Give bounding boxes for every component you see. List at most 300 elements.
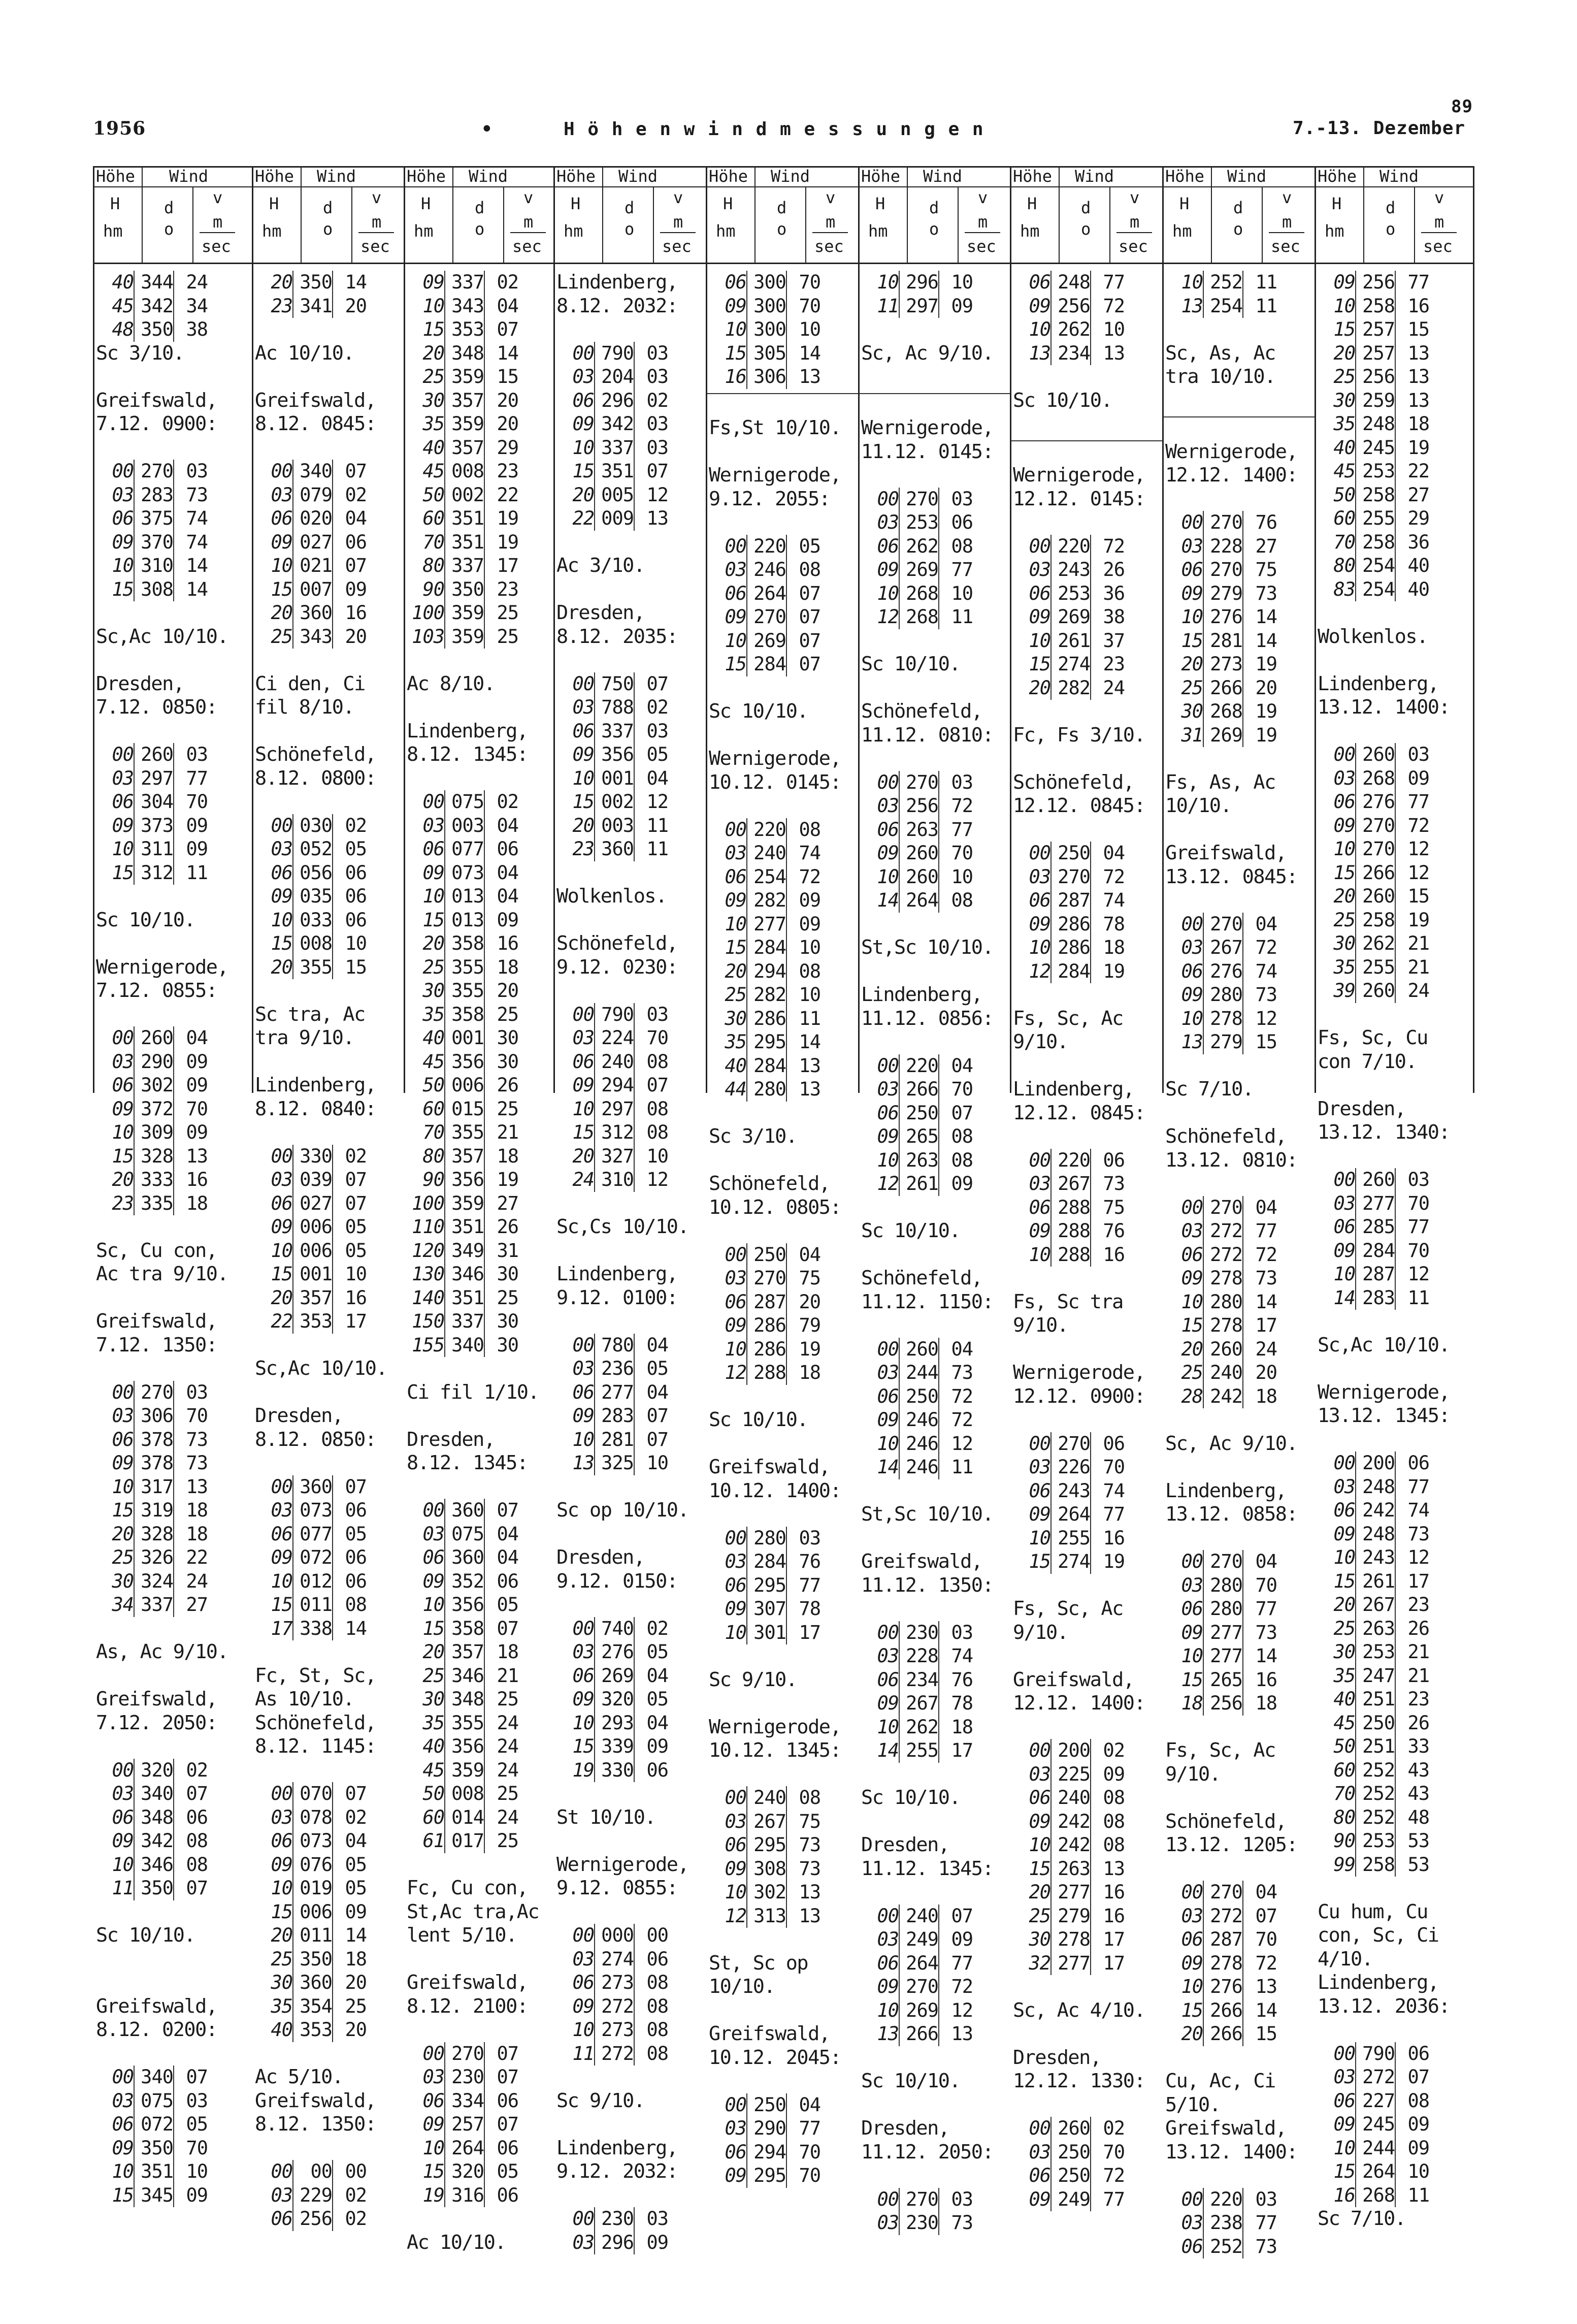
speed-value: 04 bbox=[938, 1054, 973, 1078]
height-value: 09 bbox=[877, 1692, 899, 1714]
height-value: 06 bbox=[877, 1952, 899, 1974]
speed-value: 19 bbox=[1090, 960, 1125, 984]
blank-line bbox=[858, 2164, 1010, 2188]
wind-row bbox=[404, 460, 553, 483]
direction-value: 283 bbox=[134, 483, 173, 507]
wind-row bbox=[252, 814, 404, 838]
height-value: 50 bbox=[422, 483, 444, 506]
header-hoehe: Höhe bbox=[1318, 167, 1357, 186]
wind-row bbox=[93, 1451, 252, 1475]
height-value: 13 bbox=[1181, 1031, 1203, 1053]
direction-value: 355 bbox=[292, 956, 332, 980]
station-text: Lindenberg, bbox=[556, 1263, 678, 1285]
wind-row bbox=[553, 814, 706, 838]
height-value: 10 bbox=[1181, 606, 1203, 628]
direction-value: 267 bbox=[1050, 1172, 1090, 1196]
wind-row bbox=[1162, 1644, 1315, 1668]
speed-value: 08 bbox=[938, 1125, 973, 1149]
wind-row bbox=[404, 1050, 553, 1074]
direction-value: 327 bbox=[594, 1145, 634, 1169]
direction-value: 270 bbox=[899, 1975, 938, 1999]
wind-row bbox=[1315, 295, 1473, 318]
direction-value: 021 bbox=[292, 554, 332, 578]
speed-value: 25 bbox=[484, 1003, 518, 1027]
speed-value: 48 bbox=[1395, 1806, 1429, 1830]
direction-value: 357 bbox=[444, 436, 484, 460]
direction-value: 258 bbox=[1355, 483, 1395, 507]
blank-line bbox=[93, 1215, 252, 1239]
blank-line bbox=[553, 2113, 706, 2137]
direction-value: 250 bbox=[1050, 842, 1090, 865]
station-text: tra 10/10. bbox=[1165, 365, 1275, 388]
height-value: 12 bbox=[725, 1905, 746, 1927]
direction-value: 358 bbox=[444, 932, 484, 956]
header-hm: hm bbox=[564, 221, 583, 241]
blank-line bbox=[404, 2207, 553, 2231]
speed-value: 13 bbox=[786, 1078, 820, 1102]
header-degree: o bbox=[475, 219, 485, 239]
wind-row bbox=[93, 1026, 252, 1050]
direction-value: 052 bbox=[292, 837, 332, 861]
station-text: Greifswald, bbox=[96, 389, 217, 412]
speed-value: 10 bbox=[938, 582, 973, 606]
height-value: 25 bbox=[1029, 1905, 1050, 1927]
speed-value: 07 bbox=[332, 1192, 367, 1216]
wind-row bbox=[858, 2188, 1010, 2212]
wind-row bbox=[553, 1735, 706, 1759]
direction-value: 740 bbox=[594, 1617, 634, 1641]
station-text: 11.12. 1350: bbox=[861, 1573, 994, 1597]
blank-line bbox=[1162, 389, 1315, 413]
direction-value: 030 bbox=[292, 814, 332, 838]
height-value: 10 bbox=[1181, 1007, 1203, 1029]
height-value: 17 bbox=[271, 1617, 292, 1639]
height-value: 20 bbox=[271, 956, 292, 978]
direction-value: 256 bbox=[1203, 1692, 1242, 1716]
direction-value: 290 bbox=[746, 2117, 786, 2141]
direction-value: 072 bbox=[292, 1546, 332, 1570]
wind-row bbox=[1162, 1243, 1315, 1267]
wind-row bbox=[93, 2089, 252, 2113]
blank-line bbox=[252, 720, 404, 744]
wind-row bbox=[1162, 913, 1315, 937]
height-value: 10 bbox=[725, 1338, 746, 1360]
speed-value: 14 bbox=[173, 554, 208, 578]
height-value: 00 bbox=[1029, 2117, 1050, 2139]
height-value: 10 bbox=[572, 2019, 594, 2041]
height-value: 23 bbox=[271, 295, 292, 317]
height-value: 06 bbox=[1181, 1928, 1203, 1950]
wind-row bbox=[1315, 436, 1473, 460]
blank-line bbox=[252, 1121, 404, 1145]
height-value: 10 bbox=[112, 838, 134, 860]
height-value: 06 bbox=[725, 2141, 746, 2163]
height-value: 00 bbox=[1333, 744, 1355, 765]
direction-value: 269 bbox=[594, 1664, 634, 1688]
height-value: 40 bbox=[725, 1054, 746, 1077]
wind-row bbox=[252, 531, 404, 555]
station-text: 9/10. bbox=[1013, 1030, 1068, 1053]
wind-row bbox=[1162, 271, 1315, 295]
speed-value: 16 bbox=[484, 932, 518, 956]
speed-value: 24 bbox=[1242, 1338, 1277, 1362]
wind-row bbox=[1010, 1456, 1162, 1479]
direction-value: 273 bbox=[594, 1971, 634, 1995]
wind-row bbox=[252, 1192, 404, 1216]
speed-value: 19 bbox=[484, 531, 518, 555]
wind-row bbox=[252, 909, 404, 932]
direction-value: 033 bbox=[292, 909, 332, 932]
speed-value: 21 bbox=[1395, 932, 1429, 956]
height-value: 30 bbox=[422, 1688, 444, 1710]
speed-value: 12 bbox=[938, 1432, 973, 1456]
height-value: 06 bbox=[271, 1830, 292, 1852]
wind-row bbox=[553, 1404, 706, 1428]
blank-line bbox=[858, 365, 1010, 389]
header-hm: hm bbox=[414, 221, 434, 241]
height-value: 15 bbox=[422, 909, 444, 931]
speed-value: 03 bbox=[938, 771, 973, 795]
speed-value: 70 bbox=[634, 1026, 668, 1050]
header-m: m bbox=[673, 212, 683, 232]
station-text: 8.12. 0845: bbox=[255, 412, 376, 435]
direction-value: 334 bbox=[444, 2089, 484, 2113]
direction-value: 309 bbox=[134, 1121, 173, 1145]
direction-value: 242 bbox=[1050, 1833, 1090, 1857]
blank-line bbox=[404, 649, 553, 672]
speed-value: 78 bbox=[786, 1597, 820, 1621]
speed-value: 77 bbox=[1242, 2211, 1277, 2235]
direction-value: 284 bbox=[746, 1054, 786, 1078]
height-value: 13 bbox=[1029, 342, 1050, 364]
direction-value: 260 bbox=[899, 1338, 938, 1362]
direction-value: 278 bbox=[1203, 1952, 1242, 1976]
wind-row bbox=[404, 436, 553, 460]
speed-value: 70 bbox=[173, 1404, 208, 1428]
wind-row bbox=[1315, 885, 1473, 909]
height-value: 15 bbox=[1029, 1857, 1050, 1880]
speed-value: 73 bbox=[1242, 582, 1277, 606]
direction-value: 337 bbox=[444, 1310, 484, 1334]
speed-value: 05 bbox=[634, 1357, 668, 1381]
direction-value: 277 bbox=[746, 913, 786, 937]
header-v: v bbox=[978, 188, 988, 207]
wind-row bbox=[252, 1286, 404, 1310]
wind-row bbox=[1162, 511, 1315, 535]
direction-value: 349 bbox=[444, 1239, 484, 1263]
blank-line bbox=[1162, 1527, 1315, 1551]
height-value: 60 bbox=[422, 507, 444, 529]
wind-row bbox=[404, 271, 553, 295]
wind-row bbox=[553, 460, 706, 483]
direction-value: 001 bbox=[594, 767, 634, 791]
height-value: 00 bbox=[1029, 842, 1050, 864]
direction-value: 013 bbox=[444, 885, 484, 909]
height-value: 30 bbox=[1333, 1641, 1355, 1663]
direction-value: 220 bbox=[746, 535, 786, 559]
height-value: 06 bbox=[422, 838, 444, 860]
wind-row bbox=[1315, 1853, 1473, 1877]
blank-line bbox=[93, 1357, 252, 1381]
height-value: 20 bbox=[271, 271, 292, 293]
station-text: Wernigerode, bbox=[1013, 1361, 1145, 1384]
station-text: Schönefeld, bbox=[556, 932, 678, 955]
height-value: 03 bbox=[725, 1267, 746, 1289]
direction-value: 356 bbox=[444, 1593, 484, 1617]
wind-row bbox=[858, 1975, 1010, 1999]
station-text: Greifswald, bbox=[1165, 842, 1287, 864]
direction-value: 330 bbox=[594, 1759, 634, 1783]
blank-line bbox=[93, 932, 252, 956]
station-text: Fs, As, Ac bbox=[1165, 770, 1275, 794]
direction-value: 283 bbox=[1355, 1286, 1395, 1310]
wind-row bbox=[1315, 1523, 1473, 1546]
speed-value: 25 bbox=[484, 601, 518, 625]
speed-value: 04 bbox=[484, 295, 518, 318]
column-divider bbox=[1010, 166, 1011, 1093]
speed-value: 14 bbox=[484, 342, 518, 366]
wind-row bbox=[404, 578, 553, 602]
speed-value: 12 bbox=[1242, 1007, 1277, 1031]
speed-value: 19 bbox=[1242, 700, 1277, 724]
height-value: 06 bbox=[271, 1192, 292, 1214]
wind-row bbox=[553, 2231, 706, 2255]
height-value: 90 bbox=[422, 578, 444, 600]
blank-line bbox=[93, 1948, 252, 1972]
station-text: Wolkenlos. bbox=[556, 885, 667, 908]
height-value: 30 bbox=[112, 1570, 134, 1592]
wind-row bbox=[1010, 2117, 1162, 2141]
station-text: 9.12. 2055: bbox=[709, 487, 830, 510]
height-value: 13 bbox=[572, 1452, 594, 1474]
direction-value: 079 bbox=[292, 483, 332, 507]
speed-value: 34 bbox=[173, 295, 208, 318]
wind-row bbox=[1010, 936, 1162, 960]
height-value: 03 bbox=[572, 1948, 594, 1970]
blank-line bbox=[404, 696, 553, 720]
station-text: 8.12. 0850: bbox=[255, 1428, 376, 1451]
direction-value: 351 bbox=[444, 1286, 484, 1310]
wind-row bbox=[1162, 1267, 1315, 1290]
direction-value: 270 bbox=[1050, 865, 1090, 889]
wind-row bbox=[858, 889, 1010, 913]
direction-value: 286 bbox=[1050, 936, 1090, 960]
direction-value: 270 bbox=[1203, 1881, 1242, 1905]
wind-row bbox=[1315, 1735, 1473, 1759]
station-text: Cu, Ac, Ci bbox=[1165, 2070, 1275, 2092]
wind-row bbox=[858, 1385, 1010, 1409]
speed-value: 07 bbox=[173, 1877, 208, 1900]
blank-line bbox=[1162, 2164, 1315, 2188]
direction-value: 248 bbox=[1050, 271, 1090, 295]
header-h: H bbox=[110, 194, 120, 213]
direction-value: 270 bbox=[899, 488, 938, 511]
speed-value: 07 bbox=[484, 318, 518, 342]
wind-row bbox=[1010, 605, 1162, 629]
station-text: As, Ac 9/10. bbox=[96, 1640, 228, 1663]
wind-row bbox=[706, 1857, 858, 1881]
height-value: 11 bbox=[112, 1877, 134, 1899]
height-value: 30 bbox=[422, 389, 444, 411]
wind-row bbox=[1010, 1196, 1162, 1220]
height-value: 03 bbox=[877, 1645, 899, 1667]
blank-line bbox=[553, 1523, 706, 1546]
speed-value: 07 bbox=[332, 554, 367, 578]
header-d: d bbox=[164, 198, 174, 217]
direction-value: 359 bbox=[444, 1759, 484, 1783]
height-value: 09 bbox=[1029, 1810, 1050, 1832]
height-value: 00 bbox=[1029, 1432, 1050, 1455]
speed-value: 73 bbox=[786, 1833, 820, 1857]
blank-line bbox=[252, 1451, 404, 1475]
height-value: 30 bbox=[1029, 1928, 1050, 1950]
speed-value: 06 bbox=[484, 2184, 518, 2208]
speed-value: 70 bbox=[938, 1078, 973, 1102]
wind-row bbox=[93, 1428, 252, 1452]
height-value: 35 bbox=[422, 413, 444, 435]
blank-line bbox=[404, 767, 553, 791]
header-hoehe: Höhe bbox=[861, 167, 901, 186]
direction-value: 253 bbox=[899, 511, 938, 535]
height-value: 50 bbox=[422, 1074, 444, 1096]
station-text: Sc 10/10. bbox=[1013, 389, 1112, 412]
direction-value: 287 bbox=[1355, 1263, 1395, 1286]
height-value: 40 bbox=[271, 2019, 292, 2041]
direction-value: 350 bbox=[134, 318, 173, 342]
wind-row bbox=[858, 511, 1010, 535]
height-value: 15 bbox=[572, 791, 594, 813]
speed-value: 22 bbox=[1395, 460, 1429, 483]
direction-value: 240 bbox=[746, 842, 786, 865]
direction-value: 246 bbox=[899, 1456, 938, 1479]
speed-value: 70 bbox=[1395, 1239, 1429, 1263]
station-text: 9.12. 0855: bbox=[556, 1877, 678, 1899]
wind-row bbox=[404, 1286, 553, 1310]
blank-line bbox=[1162, 2046, 1315, 2070]
height-value: 03 bbox=[877, 1928, 899, 1950]
direction-value: 220 bbox=[1050, 1149, 1090, 1173]
direction-value: 288 bbox=[1050, 1219, 1090, 1243]
speed-value: 02 bbox=[332, 483, 367, 507]
direction-value: 270 bbox=[134, 1381, 173, 1405]
direction-value: 002 bbox=[594, 790, 634, 814]
direction-value: 337 bbox=[444, 554, 484, 578]
header-wind: Wind bbox=[1227, 167, 1267, 186]
height-value: 35 bbox=[725, 1031, 746, 1053]
speed-value: 13 bbox=[173, 1145, 208, 1169]
wind-row bbox=[858, 2211, 1010, 2235]
height-value: 45 bbox=[422, 460, 444, 482]
wind-row bbox=[252, 2018, 404, 2042]
speed-value: 02 bbox=[332, 2207, 367, 2231]
height-value: 35 bbox=[1333, 413, 1355, 435]
column-header bbox=[553, 166, 706, 263]
speed-value: 43 bbox=[1395, 1782, 1429, 1806]
height-value: 03 bbox=[1181, 535, 1203, 557]
direction-value: 230 bbox=[444, 2065, 484, 2089]
height-value: 15 bbox=[271, 1263, 292, 1285]
direction-value: 264 bbox=[444, 2137, 484, 2160]
page-number: 89 bbox=[1451, 96, 1473, 117]
header-d: d bbox=[1233, 198, 1243, 217]
speed-value: 09 bbox=[173, 1050, 208, 1074]
direction-value: 297 bbox=[899, 295, 938, 318]
direction-value: 254 bbox=[1355, 554, 1395, 578]
wind-row bbox=[553, 1759, 706, 1783]
station-text: 11.12. 1345: bbox=[861, 1857, 994, 1880]
height-value: 10 bbox=[112, 1475, 134, 1498]
wind-row bbox=[1315, 554, 1473, 578]
station-text: 10/10. bbox=[1165, 794, 1232, 817]
direction-value: 288 bbox=[1050, 1243, 1090, 1267]
wind-row bbox=[404, 1026, 553, 1050]
station-text: Schönefeld, bbox=[861, 700, 982, 723]
direction-value: 306 bbox=[134, 1404, 173, 1428]
wind-row bbox=[404, 1523, 553, 1546]
speed-value: 07 bbox=[484, 1617, 518, 1641]
blank-line bbox=[706, 511, 858, 535]
height-value: 09 bbox=[572, 1074, 594, 1096]
wind-row bbox=[252, 1877, 404, 1900]
direction-value: 245 bbox=[1355, 436, 1395, 460]
speed-value: 09 bbox=[484, 909, 518, 932]
direction-value: 254 bbox=[1203, 295, 1242, 318]
station-text: 12.12. 0845: bbox=[1013, 794, 1145, 817]
speed-value: 07 bbox=[332, 1168, 367, 1192]
station-text: Wernigerode, bbox=[709, 1715, 841, 1738]
height-value: 15 bbox=[725, 653, 746, 675]
station-text: St, Sc op bbox=[709, 1951, 808, 1975]
station-text: As 10/10. bbox=[255, 1688, 354, 1710]
direction-value: 360 bbox=[292, 1971, 332, 1995]
header-m: m bbox=[826, 212, 836, 232]
direction-value: 006 bbox=[292, 1239, 332, 1263]
wind-row bbox=[404, 1310, 553, 1334]
header-m-rule bbox=[965, 232, 1000, 233]
height-value: 06 bbox=[877, 818, 899, 841]
blank-line bbox=[93, 1617, 252, 1641]
height-value: 03 bbox=[572, 1027, 594, 1049]
height-value: 00 bbox=[112, 744, 134, 765]
column-body bbox=[706, 271, 858, 2188]
direction-value: 320 bbox=[134, 1759, 173, 1783]
direction-value: 005 bbox=[594, 483, 634, 507]
station-text: Wernigerode, bbox=[1318, 1380, 1450, 1404]
blank-line bbox=[252, 436, 404, 460]
station-text: Sc 3/10. bbox=[96, 341, 184, 365]
direction-value: 256 bbox=[899, 794, 938, 818]
station-text: 11.12. 2050: bbox=[861, 2140, 994, 2164]
header-subrule bbox=[553, 186, 706, 187]
speed-value: 24 bbox=[484, 1712, 518, 1735]
height-value: 39 bbox=[1333, 980, 1355, 1002]
height-value: 09 bbox=[1029, 913, 1050, 935]
speed-value: 07 bbox=[634, 1428, 668, 1452]
speed-value: 05 bbox=[332, 1215, 367, 1239]
height-value: 09 bbox=[572, 744, 594, 765]
wind-row bbox=[1162, 1574, 1315, 1598]
height-value: 15 bbox=[725, 342, 746, 364]
direction-value: 270 bbox=[1355, 814, 1395, 838]
height-value: 40 bbox=[112, 271, 134, 293]
height-value: 00 bbox=[1029, 535, 1050, 557]
height-value: 15 bbox=[1029, 653, 1050, 675]
direction-value: 075 bbox=[134, 2089, 173, 2113]
speed-value: 77 bbox=[1242, 1219, 1277, 1243]
height-value: 00 bbox=[1181, 1196, 1203, 1218]
header-hoehe-rule bbox=[907, 166, 908, 263]
speed-value: 25 bbox=[484, 625, 518, 649]
